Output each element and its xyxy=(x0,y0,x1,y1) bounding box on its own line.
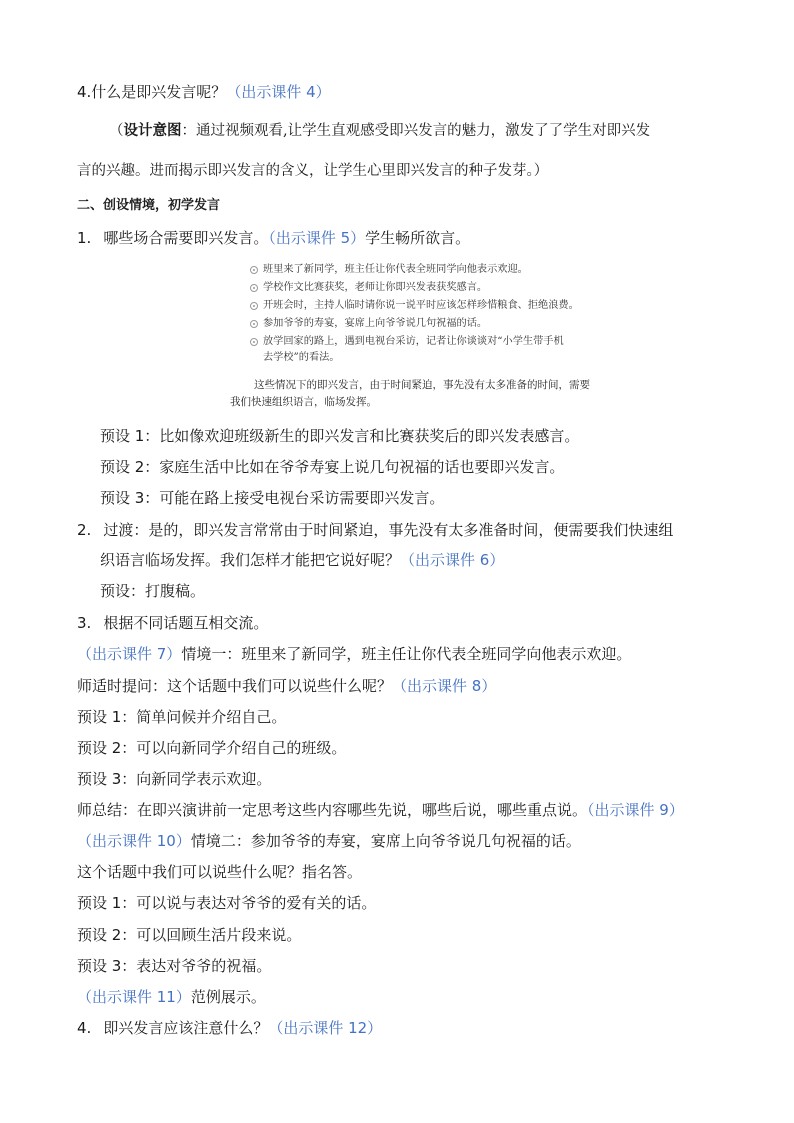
design-intent-line2: 言的兴趣。进而揭示即兴发言的含义，让学生心里即兴发言的种子发芽。） xyxy=(77,163,549,179)
situation-bullet-5-cont: 去学校”的看法。 xyxy=(263,352,340,363)
preset-2-3: 预设 3：向新同学表示欢迎。 xyxy=(77,770,272,788)
courseware-link-4: （出示课件 4） xyxy=(226,83,331,101)
question-4 xyxy=(77,82,331,102)
preset-3-1: 预设 1：可以说与表达对爷爷的爱有关的话。 xyxy=(77,894,377,912)
situations-note-2: 我们快速组织语言，临场发挥。 xyxy=(230,396,377,408)
courseware-link-6: （出示课件 6） xyxy=(400,551,505,569)
teacher-summary xyxy=(77,800,684,820)
courseware-link-8: （出示课件 8） xyxy=(392,677,497,695)
scene-2 xyxy=(77,831,581,851)
item-2-text1: 过渡：是的，即兴发言常常由于时间紧迫，事先没有太多准备时间，便需要我们快速组 xyxy=(103,521,674,539)
teacher-summary-text: 师总结：在即兴演讲前一定思考这些内容哪些先说，哪些后说，哪些重点说。 xyxy=(77,801,588,819)
scene-2-text: 情境二：参加爷爷的寿宴，宴席上向爷爷说几句祝福的话。 xyxy=(190,832,581,850)
question-4-text: 4.什么是即兴发言呢？ xyxy=(77,83,227,101)
teacher-question-1-text: 师适时提问：这个话题中我们可以说些什么呢？ xyxy=(77,677,393,695)
courseware-link-5: （出示课件 5） xyxy=(268,229,366,247)
bullet-dot-icon xyxy=(250,338,258,346)
section-heading-2: 二、创设情境，初学发言 xyxy=(77,198,221,213)
item-4-number: 4. xyxy=(77,1019,92,1037)
item-2-line1 xyxy=(77,520,673,540)
item-1 xyxy=(77,228,470,248)
preset-2-1: 预设 1：简单问候并介绍自己。 xyxy=(77,708,287,726)
item-3-number: 3. xyxy=(77,614,92,632)
preset-1-3: 预设 3：可能在路上接受电视台采访需要即兴发言。 xyxy=(100,489,445,507)
preset-1-2: 预设 2：家庭生活中比如在爷爷寿宴上说几句祝福的话也要即兴发言。 xyxy=(100,458,565,476)
bullet-dot-icon xyxy=(250,320,258,328)
item-2-line2 xyxy=(100,550,504,570)
design-intent-label: 设计意图 xyxy=(123,122,182,139)
preset-2-2: 预设 2：可以向新同学介绍自己的班级。 xyxy=(77,739,347,757)
item-3-text: 根据不同话题互相交流。 xyxy=(103,614,269,632)
courseware-link-12: （出示课件 12） xyxy=(268,1019,383,1037)
scene-1-text: 情境一：班里来了新同学，班主任让你代表全班同学向他表示欢迎。 xyxy=(181,645,632,663)
example-text: 范例展示。 xyxy=(190,988,266,1006)
preset-1-1: 预设 1：比如像欢迎班级新生的即兴发言和比赛获奖后的即兴发表感言。 xyxy=(100,427,580,445)
item-2-preset: 预设：打腹稿。 xyxy=(100,582,206,600)
bullet-dot-icon xyxy=(250,284,258,292)
scene-1 xyxy=(77,644,631,664)
item-3 xyxy=(77,613,268,633)
situations-image: 班里来了新同学，班主任让你代表全班同学向他表示欢迎。 学校作文比赛获奖，老师让你即兴发表获奖感言。 开班会时，主持人临时请你说一说平时应该怎样珍惜粮食、拒绝浪费。 参加爷爷的寿宴，宴席上向爷爷说几句祝福的话。 放学回家的路上，遇到电视台采访，记者让你谈谈对“小学生带手机 去学校”的看法。 这些情况下的即兴发言，由于时间紧迫，事先没有太多准备的时间，需要 我们快速组织语言，临场发挥。 xyxy=(222,258,598,410)
courseware-link-11: （出示课件 11） xyxy=(77,988,191,1006)
item-4-text: 即兴发言应该注意什么？ xyxy=(103,1019,269,1037)
item-2-text2: 织语言临场发挥。我们怎样才能把它说好呢？ xyxy=(100,551,401,569)
item-4 xyxy=(77,1018,382,1038)
courseware-link-10: （出示课件 10） xyxy=(77,832,191,850)
preset-3-3: 预设 3：表达对爷爷的祝福。 xyxy=(77,957,272,975)
bullet-dot-icon xyxy=(250,266,258,274)
courseware-link-9: （出示课件 9） xyxy=(587,801,684,819)
courseware-link-7: （出示课件 7） xyxy=(77,645,182,663)
item-1-text: 哪些场合需要即兴发言。 xyxy=(103,229,269,247)
design-intent-text1: ：通过视频观看,让学生直观感受即兴发言的魅力，激发了了学生对即兴发 xyxy=(181,123,651,139)
situations-note-1: 这些情况下的即兴发言，由于时间紧迫，事先没有太多准备的时间，需要 xyxy=(254,379,590,391)
item-1-text2: 学生畅所欲言。 xyxy=(365,229,471,247)
item-2-number: 2. xyxy=(77,521,92,539)
teacher-question-1 xyxy=(77,676,496,696)
bullet-dot-icon xyxy=(250,302,258,310)
teacher-question-2: 这个话题中我们可以说些什么呢？指名答。 xyxy=(77,863,363,881)
example-showcase xyxy=(77,987,266,1007)
preset-3-2: 预设 2：可以回顾生活片段来说。 xyxy=(77,926,302,944)
design-intent-line1: （设计意图：通过视频观看,让学生直观感受即兴发言的魅力，激发了了学生对即兴发 xyxy=(109,122,651,139)
item-1-number: 1. xyxy=(77,229,92,247)
